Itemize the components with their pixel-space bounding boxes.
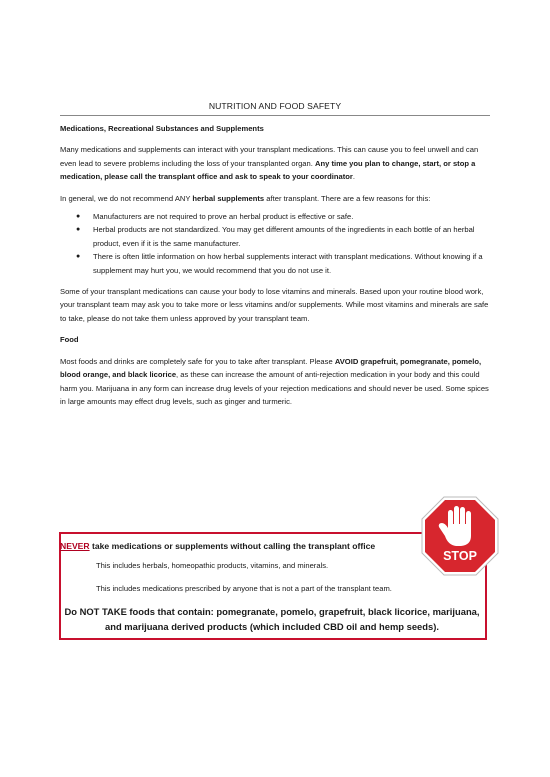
- section-heading-medications: Medications, Recreational Substances and Supplements: [60, 124, 264, 133]
- warning-heading-emphasis: NEVER: [60, 541, 90, 551]
- list-item: [60, 223, 492, 250]
- list-item: [60, 250, 492, 277]
- warning-line-herbals: This includes herbals, homeopathic products, vitamins, and minerals.: [96, 561, 329, 570]
- paragraph-food: [60, 355, 492, 409]
- paragraph-text: In general, we do not recommend ANY: [60, 193, 191, 203]
- paragraph-text: Most foods and drinks are completely safe for you to take after transplant. Please: [60, 356, 333, 366]
- list-item-text: There is often little information on how herbal supplements interact with transplant medications. Without knowing if a supplement may hurt you, we would recommend that you do not use it.: [93, 252, 483, 275]
- paragraph-text-end: , as these can increase the amount of anti-rejection medication in your body and this could harm you. Marijuana in any form can increase drug levels of your rejection medications and should never be used. Some spices in large amounts may effect drug levels, such as ginger and turmeric.: [60, 370, 489, 406]
- document-body: [60, 122, 492, 416]
- warning-heading-text: take medications or supplements without calling the transplant office: [89, 541, 376, 551]
- bullet-icon: ●: [76, 213, 81, 221]
- paragraph-text-end: .: [352, 172, 355, 182]
- list-item-text: Manufacturers are not required to prove an herbal product is effective or safe.: [93, 212, 354, 222]
- paragraph-emphasis: AVOID grapefruit, pomegranate, pomelo, blood orange, and black licorice: [60, 356, 482, 380]
- stop-sign-label: STOP: [443, 549, 477, 563]
- section-heading-food: Food: [60, 335, 79, 345]
- title-rule: [60, 115, 490, 116]
- warning-heading: [60, 541, 375, 551]
- list-item-text: Herbal products are not standardized. You may get different amounts of the ingredients in each bottle of an herbal product, even if it is the same manufacturer.: [93, 225, 475, 248]
- paragraph-herbal: [60, 192, 492, 205]
- stop-sign-icon: [421, 496, 499, 576]
- warning-line-prescriptions: This includes medications prescribed by anyone that is not a part of the transplant team.: [96, 584, 392, 593]
- warning-do-not-take: Do NOT TAKE foods that contain: pomegranate, pomelo, grapefruit, black licorice, marijuana, and marijuana derived products (which included CBD oil and hemp seeds).: [64, 606, 480, 632]
- paragraph-vitamins: Some of your transplant medications can cause your body to lose vitamins and minerals. Based upon your routine blood work, your transplant team may ask you to take more or less vitamins and/or supplements. While most vitamins and minerals are safe to take, please do not take them unless approved by your transplant team.: [60, 287, 489, 323]
- paragraph-interactions: [60, 143, 492, 183]
- paragraph-text-end: after transplant. There are a few reasons for this:: [266, 193, 431, 203]
- page-title: NUTRITION AND FOOD SAFETY: [208, 101, 342, 111]
- paragraph-emphasis: herbal supplements: [192, 193, 265, 203]
- list-item: [60, 210, 492, 223]
- bullet-icon: ●: [76, 253, 81, 261]
- paragraph-text: Many medications and supplements can interact with your transplant medications. This can cause you to feel unwell and can even lead to severe problems including the loss of your transplanted organ.: [60, 145, 479, 168]
- paragraph-emphasis: Any time you plan to change, start, or stop a medication, please call the transplant office and ask to speak to your coordinator: [60, 158, 476, 182]
- bullet-icon: ●: [76, 226, 81, 234]
- herbal-reasons-list: [60, 210, 492, 277]
